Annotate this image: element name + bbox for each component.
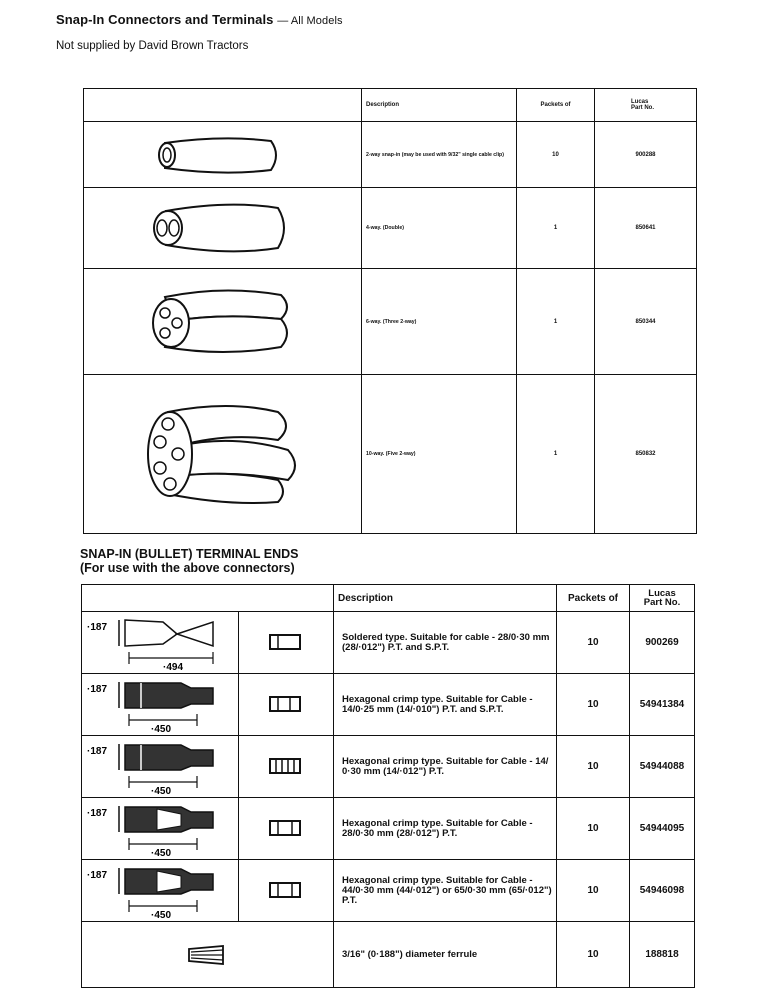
dimension-length-label: ·450 [151, 785, 172, 796]
terminals-title: SNAP-IN (BULLET) TERMINAL ENDS [80, 547, 299, 561]
connectors-header-part-line2: Part No. [631, 105, 655, 112]
terminal-end-view-drawing [266, 755, 306, 779]
terminal-dimension-drawing-cell [82, 612, 239, 674]
terminal-part-no: 900269 [630, 612, 695, 674]
terminal-description: Soldered type. Suitable for cable - 28/0·30 mm (28/·012") P.T. and S.P.T. [334, 612, 557, 674]
terminal-dimension-drawing-cell [82, 798, 239, 860]
connector-part-no: 900288 [595, 122, 697, 188]
terminals-header-image [82, 585, 334, 612]
terminals-header-part [630, 585, 695, 612]
terminals-table [81, 584, 695, 988]
connector-part-no: 850832 [595, 375, 697, 534]
page-title-main: Snap-In Connectors and Terminals [56, 12, 274, 27]
connector-2way-drawing [153, 130, 293, 180]
terminal-end-view-drawing [266, 693, 306, 717]
dimension-diameter-label: ·187 [87, 807, 108, 819]
table-row [82, 612, 695, 674]
page-title [56, 12, 343, 27]
terminal-description: Hexagonal crimp type. Suitable for Cable - 14/ 0·30 mm (14/·012") P.T. [334, 736, 557, 798]
page-title-suffix: — All Models [277, 15, 343, 27]
table-row [84, 122, 697, 188]
terminals-header-row [82, 585, 695, 612]
terminal-part-no: 54941384 [630, 674, 695, 736]
table-row [84, 268, 697, 374]
connector-4way-drawing [148, 198, 298, 258]
table-row [82, 922, 695, 988]
terminal-description: Hexagonal crimp type. Suitable for Cable - 44/0·30 mm (44/·012") or 65/0·30 mm (65/·012") P.T. [334, 860, 557, 922]
dimension-length-label: ·450 [151, 909, 172, 920]
terminal-packets: 10 [557, 674, 630, 736]
terminal-description: 3/16" (0·188") diameter ferrule [334, 922, 557, 988]
terminal-description: Hexagonal crimp type. Suitable for Cable - 14/0·25 mm (14/·010") P.T. and S.P.T. [334, 674, 557, 736]
connectors-header-description: Description [362, 89, 517, 122]
ferrule-drawing [183, 943, 233, 967]
dimension-length-label: ·494 [163, 661, 184, 672]
terminal-part-no: 54944088 [630, 736, 695, 798]
terminal-end-view-drawing [266, 631, 306, 655]
terminal-part-no: 54944095 [630, 798, 695, 860]
terminals-subtitle: (For use with the above connectors) [80, 561, 295, 575]
dimension-diameter-label: ·187 [87, 621, 108, 633]
terminal-description: Hexagonal crimp type. Suitable for Cable - 28/0·30 mm (28/·012") P.T. [334, 798, 557, 860]
table-row [82, 674, 695, 736]
connector-part-no: 850641 [595, 188, 697, 268]
terminal-packets: 10 [557, 860, 630, 922]
terminal-crimp-dimension-drawing [85, 738, 235, 796]
connector-packets: 1 [517, 188, 595, 268]
terminal-soldered-dimension-drawing [85, 614, 235, 672]
terminal-dimension-drawing-cell [82, 736, 239, 798]
terminals-header-part-line2: Part No. [643, 597, 681, 608]
connectors-header-image [84, 89, 362, 122]
connector-10way-drawing [138, 394, 308, 514]
dimension-length-label: ·450 [151, 723, 172, 734]
dimension-diameter-label: ·187 [87, 745, 108, 757]
connector-packets: 1 [517, 375, 595, 534]
terminal-packets: 10 [557, 612, 630, 674]
terminal-end-view-cell [239, 798, 334, 860]
dimension-diameter-label: ·187 [87, 683, 108, 695]
terminals-header-part-line1: Lucas [648, 588, 676, 599]
ferrule-image [82, 922, 334, 988]
table-row [82, 798, 695, 860]
terminal-end-view-drawing [266, 817, 306, 841]
connectors-table [83, 88, 697, 534]
dimension-diameter-label: ·187 [87, 869, 108, 881]
dimension-length-label: ·450 [151, 847, 172, 858]
connectors-header-row [84, 89, 697, 122]
connectors-header-part-line1: Lucas [631, 99, 649, 106]
terminals-header-description: Description [334, 585, 557, 612]
table-row [82, 736, 695, 798]
terminal-end-view-cell [239, 860, 334, 922]
terminal-crimp-dimension-drawing [85, 862, 235, 920]
table-row [84, 375, 697, 534]
connector-2way-image [84, 122, 362, 188]
terminal-dimension-drawing-cell [82, 674, 239, 736]
connector-6way-image [84, 268, 362, 374]
connector-description: 6-way. (Three 2-way) [362, 268, 517, 374]
terminal-packets: 10 [557, 798, 630, 860]
connector-packets: 10 [517, 122, 595, 188]
connector-4way-image [84, 188, 362, 268]
terminal-end-view-cell [239, 674, 334, 736]
terminal-packets: 10 [557, 736, 630, 798]
table-row [82, 860, 695, 922]
connectors-header-part [595, 89, 697, 122]
terminal-end-view-cell [239, 612, 334, 674]
connector-6way-drawing [143, 277, 303, 367]
terminal-packets: 10 [557, 922, 630, 988]
terminal-part-no: 188818 [630, 922, 695, 988]
terminals-section-title [80, 547, 299, 575]
connector-description: 10-way. (Five 2-way) [362, 375, 517, 534]
terminal-end-view-cell [239, 736, 334, 798]
connector-part-no: 850344 [595, 268, 697, 374]
connectors-header-packets: Packets of [517, 89, 595, 122]
terminals-header-packets: Packets of [557, 585, 630, 612]
table-row [84, 188, 697, 268]
terminal-end-view-drawing [266, 879, 306, 903]
terminal-part-no: 54946098 [630, 860, 695, 922]
connector-packets: 1 [517, 268, 595, 374]
connector-10way-image [84, 375, 362, 534]
terminal-dimension-drawing-cell [82, 860, 239, 922]
connector-description: 4-way. (Double) [362, 188, 517, 268]
page-subtitle: Not supplied by David Brown Tractors [56, 40, 249, 52]
connector-description: 2-way snap-in (may be used with 9/32" single cable clip) [362, 122, 517, 188]
terminal-crimp-dimension-drawing [85, 676, 235, 734]
terminal-crimp-dimension-drawing [85, 800, 235, 858]
